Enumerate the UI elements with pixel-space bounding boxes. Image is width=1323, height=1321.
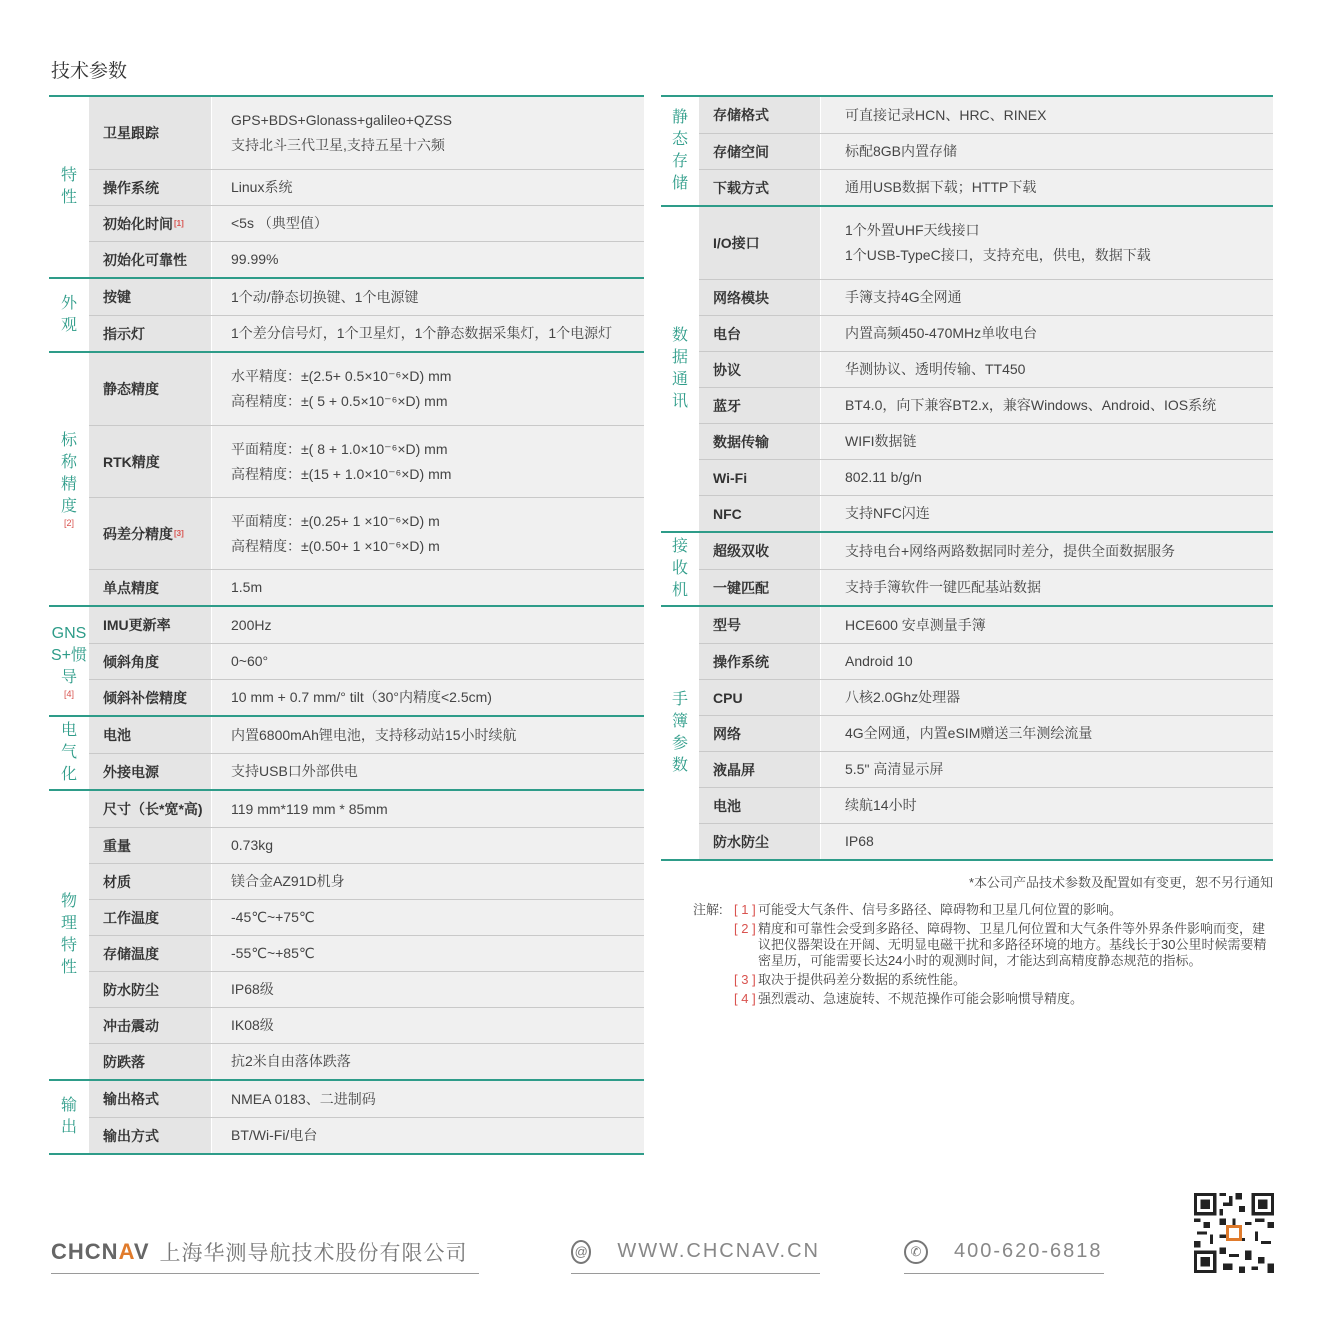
spec-row — [699, 351, 1273, 387]
spec-value-line: HCE600 安卓测量手簿 — [845, 616, 986, 633]
spec-row — [89, 827, 644, 863]
spec-key — [699, 570, 821, 605]
spec-row — [89, 315, 644, 351]
spec-key — [699, 352, 821, 387]
spec-row — [89, 205, 644, 241]
spec-key-text: 存储空间 — [713, 143, 769, 160]
spec-key-text: 协议 — [713, 361, 741, 378]
spec-row — [699, 133, 1273, 169]
spec-value — [821, 680, 1273, 715]
note-item — [693, 902, 1273, 918]
spec-value-line: IK08级 — [231, 1017, 274, 1033]
spec-value-line: GPS+BDS+Glonass+galileo+QZSS — [231, 112, 453, 128]
spec-value-line: NMEA 0183、二进制码 — [231, 1090, 376, 1107]
spec-row — [89, 169, 644, 205]
spec-key-text: 操作系统 — [103, 179, 159, 196]
spec-value — [821, 280, 1273, 315]
spec-value — [212, 279, 644, 315]
spec-key — [89, 570, 212, 605]
spec-value — [821, 207, 1273, 279]
spec-value-line: 1.5m — [231, 579, 263, 595]
spec-key — [89, 791, 212, 827]
spec-value — [212, 498, 644, 569]
spec-row — [89, 1007, 644, 1043]
spec-group — [49, 789, 644, 1079]
spec-key — [699, 824, 821, 859]
spec-group-label-text: 标称精度 — [60, 432, 77, 515]
spec-key-text: I/O接口 — [713, 235, 760, 251]
spec-key-text: 网络模块 — [713, 289, 769, 306]
spec-row — [89, 791, 644, 827]
spec-key-text: 倾斜角度 — [103, 653, 159, 670]
footer-phone — [904, 1230, 1104, 1274]
spec-key-text: 初始化时间 — [103, 215, 173, 232]
spec-key — [89, 644, 212, 679]
spec-key — [89, 242, 212, 277]
spec-key-text: 重量 — [103, 837, 131, 854]
note-text: 取决于提供码差分数据的系统性能。 — [758, 972, 967, 987]
spec-value-line: 1个USB-TypeC接口，支持充电，供电，数据下载 — [845, 247, 1151, 263]
spec-row — [89, 569, 644, 605]
spec-row — [89, 607, 644, 643]
footer-website[interactable] — [571, 1230, 820, 1274]
spec-key-text: 输出方式 — [103, 1127, 159, 1144]
spec-key-text: 输出格式 — [103, 1091, 159, 1107]
spec-value — [212, 900, 644, 935]
spec-value — [821, 170, 1273, 205]
spec-value-line: 1个外置UHF天线接口 — [845, 222, 980, 238]
spec-key-text: IMU更新率 — [103, 617, 171, 633]
spec-value-line: 可直接记录HCN、HRC、RINEX — [845, 106, 1047, 123]
spec-value-line: 内置高频450-470MHz单收电台 — [845, 325, 1038, 341]
spec-key-text: 超级双收 — [713, 543, 769, 559]
spec-key: 码差分精度 [3] — [89, 498, 212, 569]
spec-group-label-text: 外观 — [60, 295, 77, 334]
spec-row — [89, 899, 644, 935]
spec-value — [212, 1008, 644, 1043]
spec-key-text: 静态精度 — [103, 381, 159, 397]
spec-value-line: 支持USB口外部供电 — [231, 763, 358, 779]
note-number: [ 4 ] — [734, 991, 756, 1006]
spec-key-text: 工作温度 — [103, 909, 159, 926]
note-item — [693, 991, 1273, 1007]
spec-value-line: 标配8GB内置存储 — [845, 143, 958, 159]
spec-row — [699, 787, 1273, 823]
spec-key-text: Wi-Fi — [713, 469, 748, 486]
spec-value — [212, 791, 644, 827]
spec-value — [821, 824, 1273, 859]
spec-row — [89, 863, 644, 899]
spec-value-line: 0~60° — [231, 653, 269, 669]
spec-key — [89, 426, 212, 497]
spec-value — [212, 644, 644, 679]
spec-value — [212, 680, 644, 715]
spec-row — [699, 823, 1273, 859]
spec-value-line: BT4.0，向下兼容BT2.x，兼容Windows、Android、IOS系统 — [845, 397, 1217, 413]
spec-group-label — [49, 791, 89, 1079]
note-text: 可能受大气条件、信号多路径、障碍物和卫星几何位置的影响。 — [758, 902, 1123, 917]
spec-value — [212, 570, 644, 605]
spec-group-label-text: 数据通讯 — [671, 327, 688, 410]
spec-value — [821, 496, 1273, 531]
spec-value — [212, 1118, 644, 1153]
spec-group-label — [661, 97, 699, 205]
spec-key — [89, 972, 212, 1007]
spec-group-label-text: 输出 — [60, 1097, 77, 1136]
spec-key — [89, 900, 212, 935]
spec-row — [89, 679, 644, 715]
spec-value — [212, 828, 644, 863]
spec-value-line: 华测协议、透明传输、TT450 — [845, 361, 1026, 377]
spec-group-label-text: 手簿参数 — [671, 691, 688, 774]
spec-key-text: 外接电源 — [103, 763, 159, 780]
spec-group — [661, 531, 1273, 605]
spec-key — [699, 716, 821, 751]
spec-key — [699, 607, 821, 643]
spec-value-line: 支持NFC闪连 — [845, 505, 930, 521]
spec-key-text: CPU — [713, 689, 743, 706]
spec-row — [699, 643, 1273, 679]
spec-value — [212, 1044, 644, 1079]
spec-key — [89, 936, 212, 971]
spec-value — [212, 170, 644, 205]
spec-value-line: 手簿支持4G全网通 — [845, 289, 962, 305]
spec-key — [89, 97, 212, 169]
spec-key-text: 一键匹配 — [713, 579, 769, 596]
spec-group-label — [661, 607, 699, 859]
spec-key-text: 按键 — [103, 289, 131, 305]
spec-row — [89, 425, 644, 497]
spec-key — [89, 717, 212, 753]
spec-value — [212, 754, 644, 789]
spec-value-line: 99.99% — [231, 251, 279, 267]
spec-row — [89, 497, 644, 569]
spec-key — [89, 828, 212, 863]
spec-key — [89, 864, 212, 899]
spec-group — [661, 95, 1273, 205]
spec-key-text: 操作系统 — [713, 653, 769, 670]
spec-key-text: 冲击震动 — [103, 1017, 159, 1034]
spec-value — [212, 242, 644, 277]
spec-group-label — [49, 97, 89, 277]
spec-value-line: -55℃~+85℃ — [231, 945, 315, 961]
note-number: [ 2 ] — [734, 921, 756, 936]
spec-value — [212, 1081, 644, 1117]
spec-value — [212, 206, 644, 241]
spec-value-line: 支持北斗三代卫星,支持五星十六频 — [231, 137, 445, 153]
spec-key — [699, 280, 821, 315]
spec-value — [212, 936, 644, 971]
spec-group — [49, 277, 644, 351]
spec-row — [699, 569, 1273, 605]
spec-value-line: 抗2米自由落体跌落 — [231, 1053, 351, 1069]
spec-group — [661, 605, 1273, 861]
spec-key-text: 单点精度 — [103, 579, 159, 596]
spec-group-label-text: 物理特性 — [60, 893, 77, 976]
web-icon: @ — [571, 1240, 591, 1264]
spec-row — [89, 1081, 644, 1117]
spec-value — [821, 716, 1273, 751]
spec-key-text: NFC — [713, 505, 742, 522]
spec-value-line: 八核2.0Ghz处理器 — [845, 689, 961, 705]
spec-key — [699, 496, 821, 531]
spec-value — [212, 864, 644, 899]
spec-row — [89, 241, 644, 277]
spec-row — [699, 97, 1273, 133]
spec-group-label — [49, 607, 89, 715]
spec-key-text: 液晶屏 — [713, 761, 755, 778]
spec-value-line: -45℃~+75℃ — [231, 909, 315, 925]
spec-row — [699, 679, 1273, 715]
spec-value-line: WIFI数据链 — [845, 433, 917, 449]
footnote-ref: [2] — [63, 518, 74, 528]
spec-value-line: 0.73kg — [231, 837, 274, 853]
spec-row — [699, 751, 1273, 787]
company-logo: CHCNAV — [51, 1238, 150, 1264]
disclaimer: *本公司产品技术参数及配置如有变更，恕不另行通知 — [968, 875, 1273, 890]
spec-row — [89, 279, 644, 315]
spec-row — [89, 1117, 644, 1153]
spec-key-text: 蓝牙 — [713, 397, 741, 414]
spec-value-line: 续航14小时 — [845, 797, 917, 813]
phone-number: 400-620-6818 — [954, 1240, 1103, 1262]
company-name: 上海华测导航技术股份有限公司 — [159, 1241, 468, 1265]
spec-row — [699, 459, 1273, 495]
qr-code — [1194, 1193, 1274, 1273]
spec-value — [212, 607, 644, 643]
spec-row — [89, 717, 644, 753]
right-spec-table — [661, 95, 1273, 861]
spec-group — [49, 605, 644, 715]
spec-key-text: 网络 — [713, 725, 741, 742]
spec-value — [821, 607, 1273, 643]
spec-value — [212, 972, 644, 1007]
spec-value-line: 4G全网通，内置eSIM赠送三年测绘流量 — [845, 725, 1093, 741]
spec-key — [699, 680, 821, 715]
spec-row — [699, 387, 1273, 423]
spec-key-text: 防跌落 — [103, 1053, 145, 1070]
spec-value — [821, 352, 1273, 387]
spec-row — [699, 423, 1273, 459]
spec-value-line: IP68级 — [231, 981, 274, 997]
spec-group-label — [49, 353, 89, 605]
spec-row — [699, 607, 1273, 643]
spec-key — [89, 353, 212, 425]
spec-key — [699, 460, 821, 495]
spec-value-line: 1个差分信号灯，1个卫星灯，1个静态数据采集灯，1个电源灯 — [231, 325, 613, 341]
spec-key-text: 材质 — [103, 873, 131, 890]
phone-icon: ✆ — [904, 1240, 928, 1264]
spec-value-line: 镁合金AZ91D机身 — [231, 873, 345, 889]
note-text: 强烈震动、急速旋转、不规范操作可能会影响惯导精度。 — [758, 991, 1084, 1006]
spec-key-text: 防水防尘 — [713, 833, 769, 850]
spec-value — [821, 134, 1273, 169]
note-item — [693, 972, 1273, 988]
spec-key-text: 电池 — [103, 727, 131, 743]
spec-value-line: Linux系统 — [231, 179, 293, 195]
spec-value — [821, 644, 1273, 679]
spec-row — [89, 935, 644, 971]
spec-key — [699, 134, 821, 169]
spec-value-line: 5.5" 高清显示屏 — [845, 761, 944, 777]
spec-group-label-text: 静态存储 — [671, 109, 688, 192]
spec-key — [89, 1044, 212, 1079]
spec-key — [699, 424, 821, 459]
footnote-ref: [4] — [63, 689, 74, 699]
spec-value — [821, 788, 1273, 823]
spec-value — [821, 460, 1273, 495]
page-title: 技术参数 — [51, 61, 128, 82]
spec-key — [89, 754, 212, 789]
spec-value — [821, 316, 1273, 351]
spec-group-label-text: 接收机 — [671, 538, 688, 599]
note-number: [ 1 ] — [734, 902, 756, 917]
spec-value-line: 200Hz — [231, 616, 272, 633]
spec-group — [49, 715, 644, 789]
left-spec-table — [49, 95, 644, 1155]
spec-value — [821, 424, 1273, 459]
spec-key — [699, 170, 821, 205]
website-link[interactable]: WWW.CHCNAV.CN — [617, 1240, 820, 1262]
spec-key-text: 存储温度 — [103, 945, 159, 962]
spec-key-text: 数据传输 — [713, 433, 769, 450]
spec-key-text: 初始化可靠性 — [103, 251, 187, 268]
spec-row — [89, 753, 644, 789]
note-item — [693, 921, 1273, 969]
spec-key — [89, 607, 212, 643]
spec-value — [212, 97, 644, 169]
spec-value-line: 平面精度：±(0.25+ 1 ×10⁻⁶×D) m — [231, 512, 440, 529]
spec-value — [821, 752, 1273, 787]
spec-key — [89, 170, 212, 205]
notes — [693, 902, 1273, 1010]
spec-key-text: 倾斜补偿精度 — [103, 689, 187, 706]
spec-key — [699, 316, 821, 351]
spec-key — [699, 533, 821, 569]
spec-value-line: 高程精度：±(0.50+ 1 ×10⁻⁶×D) m — [231, 537, 440, 554]
spec-key — [89, 1118, 212, 1153]
spec-row — [89, 971, 644, 1007]
spec-key-text: 电台 — [713, 325, 741, 342]
spec-group — [661, 205, 1273, 531]
spec-key-text: 防水防尘 — [103, 981, 159, 998]
spec-group-label-text: GNSS+惯导 — [50, 625, 88, 686]
spec-key — [89, 680, 212, 715]
spec-group-label — [661, 207, 699, 531]
spec-key — [699, 388, 821, 423]
notes-label: 注解: — [693, 902, 723, 917]
spec-value-line: BT/Wi-Fi/电台 — [231, 1127, 318, 1143]
spec-key — [699, 788, 821, 823]
spec-value-line: 支持电台+网络两路数据同时差分，提供全面数据服务 — [845, 542, 1176, 559]
spec-value-line: 10 mm + 0.7 mm/° tilt（30°内精度<2.5cm) — [231, 689, 492, 705]
spec-value — [212, 353, 644, 425]
spec-value-line: 通用USB数据下载；HTTP下载 — [845, 179, 1037, 195]
spec-value-line: IP68 — [845, 833, 874, 849]
spec-row — [699, 279, 1273, 315]
spec-value — [821, 533, 1273, 569]
spec-row — [89, 97, 644, 169]
spec-key — [699, 207, 821, 279]
spec-key-text: 电池 — [713, 797, 741, 814]
spec-key-text: 存储格式 — [713, 107, 769, 123]
spec-key — [89, 1008, 212, 1043]
spec-value — [212, 717, 644, 753]
spec-key — [699, 752, 821, 787]
spec-group-label — [661, 533, 699, 605]
spec-row — [699, 495, 1273, 531]
spec-value-line: 内置6800mAh锂电池，支持移动站15小时续航 — [231, 726, 517, 743]
note-text: 精度和可靠性会受到多路径、障碍物、卫星几何位置和大气条件等外界条件影响而变，建议把仪器架设在开阔、无明显电磁干扰和多路径环境的地方。基线长于30公里时候需要精密星历，可能需要长达24小时的观测时间，才能达到高精度静态规范的指标。 — [758, 921, 1267, 968]
spec-group — [49, 95, 644, 277]
spec-key — [89, 1081, 212, 1117]
spec-key: 初始化时间 [1] — [89, 206, 212, 241]
spec-value — [821, 570, 1273, 605]
spec-key-text: 码差分精度 — [103, 525, 173, 542]
spec-value-line: 平面精度：±( 8 + 1.0×10⁻⁶×D) mm — [231, 440, 448, 457]
spec-row — [89, 353, 644, 425]
spec-group-label — [49, 717, 89, 789]
spec-key — [89, 316, 212, 351]
spec-value-line: 高程精度：±( 5 + 0.5×10⁻⁶×D) mm — [231, 393, 448, 409]
spec-value-line: <5s （典型值） — [231, 215, 328, 231]
spec-value — [821, 97, 1273, 133]
spec-row — [699, 315, 1273, 351]
spec-value-line: 802.11 b/g/n — [845, 469, 922, 485]
spec-key-text: 型号 — [713, 617, 741, 633]
spec-value-line: Android 10 — [845, 653, 913, 669]
spec-row — [699, 169, 1273, 205]
spec-key-text: 尺寸（长*宽*高) — [103, 801, 203, 817]
spec-row — [699, 207, 1273, 279]
spec-group-label-text: 电气化 — [60, 722, 77, 783]
spec-key-text: 下载方式 — [713, 179, 769, 196]
spec-row — [89, 1043, 644, 1079]
spec-value-line: 1个动/静态切换键、1个电源键 — [231, 288, 419, 305]
spec-row — [699, 715, 1273, 751]
spec-group — [49, 351, 644, 605]
spec-value-line: 119 mm*119 mm * 85mm — [231, 800, 388, 817]
spec-value — [821, 388, 1273, 423]
spec-row — [89, 643, 644, 679]
spec-row — [699, 533, 1273, 569]
spec-group-label — [49, 1081, 89, 1153]
spec-key — [89, 279, 212, 315]
footer-brand — [51, 1230, 479, 1274]
spec-key — [699, 644, 821, 679]
spec-group — [49, 1079, 644, 1155]
spec-value — [212, 426, 644, 497]
note-number: [ 3 ] — [734, 972, 756, 987]
spec-group-label — [49, 279, 89, 351]
spec-value-line: 高程精度：±(15 + 1.0×10⁻⁶×D) mm — [231, 465, 452, 482]
spec-value-line: 水平精度：±(2.5+ 0.5×10⁻⁶×D) mm — [231, 368, 452, 384]
spec-key — [699, 97, 821, 133]
spec-key-text: 指示灯 — [103, 325, 145, 342]
spec-value-line: 支持手簿软件一键匹配基站数据 — [845, 579, 1041, 595]
spec-key-text: RTK精度 — [103, 453, 160, 470]
spec-value — [212, 316, 644, 351]
spec-group-label-text: 特性 — [60, 167, 77, 206]
spec-key-text: 卫星跟踪 — [103, 125, 159, 141]
